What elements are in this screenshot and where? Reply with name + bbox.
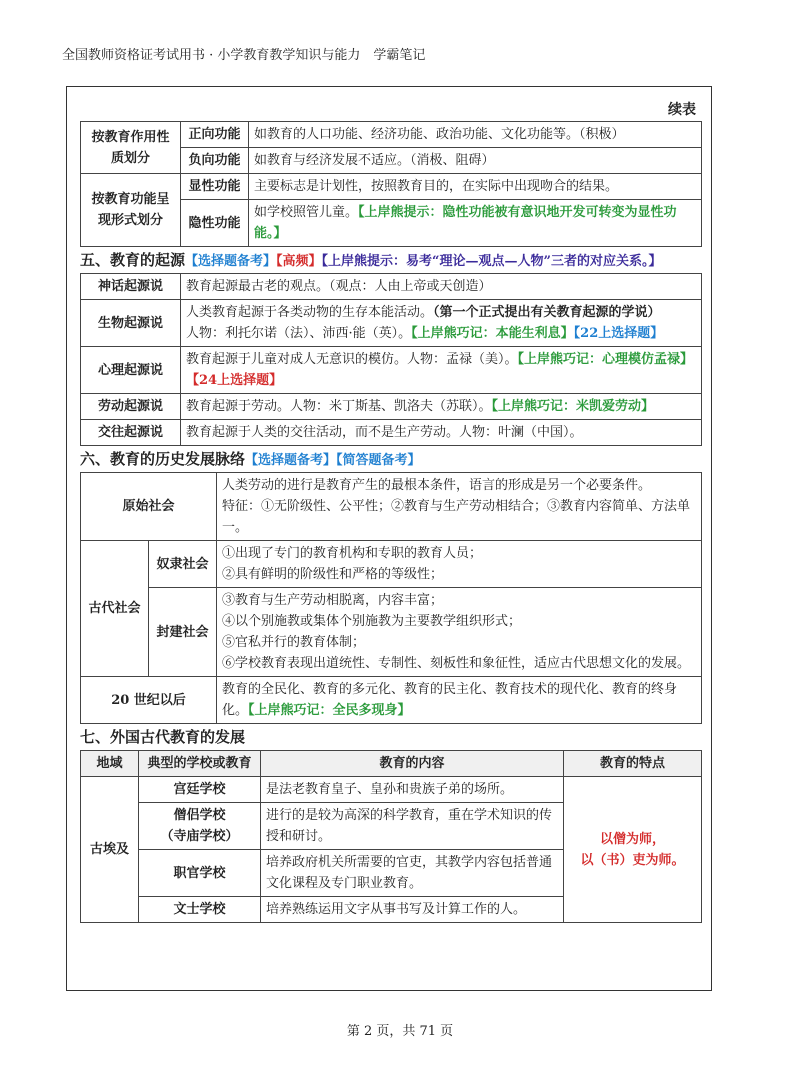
education-origin-table xyxy=(80,273,702,446)
history-primitive-desc xyxy=(217,473,702,541)
origin-biology-tag: 【22上选择题】 xyxy=(573,326,664,341)
school-palace: 宫廷学校 xyxy=(139,777,261,803)
col-header-feature: 教育的特点 xyxy=(564,751,702,777)
foreign-education-table xyxy=(80,750,702,923)
origin-labor-text: 教育起源于劳动。人物：米丁斯基、凯洛夫（苏联）。 xyxy=(186,399,492,414)
primitive-line-1: 人类劳动的进行是教育产生的最根本条件，语言的形成是另一个必要条件。 xyxy=(222,478,652,493)
school-monk-desc: 进行的是较为高深的科学教育，重在学术知识的传授和研讨。 xyxy=(261,803,564,850)
origin-myth-desc: 教育起源最古老的观点。（观点：人由上帝或天创造） xyxy=(181,274,702,300)
implicit-tip: 【上岸熊提示：隐性功能被有意识地开发可转变为显性功能。】 xyxy=(254,205,677,241)
history-primitive: 原始社会 xyxy=(81,473,217,541)
school-monk-name: 僧侣学校 xyxy=(173,808,226,823)
feudal-item-3: ③教育与生产劳动相脱离，内容丰富； xyxy=(222,593,444,608)
education-function-table xyxy=(80,121,702,247)
running-header: 全国教师资格证考试用书 · 小学教育教学知识与能力 学霸笔记 xyxy=(62,48,426,63)
col-header-school: 典型的学校或教育 xyxy=(139,751,261,777)
content-area xyxy=(80,87,702,923)
c20-tip: 【上岸熊巧记：全民多现身】 xyxy=(248,703,411,718)
school-palace-desc: 是法老教育皇子、皇孙和贵族子弟的场所。 xyxy=(261,777,564,803)
history-20th-century-desc xyxy=(217,677,702,724)
origin-labor-tip: 【上岸熊巧记：米凯爱劳动】 xyxy=(491,399,655,414)
history-20th-century: 20 世纪以后 xyxy=(81,677,217,724)
feudal-item-4: ④以个别施教或集体个别施教为主要教学组织形式； xyxy=(222,614,522,629)
origin-biology-note: （第一个正式提出有关教育起源的学说） xyxy=(433,305,661,320)
origin-psychology: 心理起源说 xyxy=(81,347,181,394)
origin-biology: 生物起源说 xyxy=(81,300,181,347)
origin-psychology-text: 教育起源于儿童对成人无意识的模仿。人物：孟禄（美）。 xyxy=(186,352,518,367)
feature-line-1: 以僧为师， xyxy=(599,831,665,847)
function-positive-desc: 如教育的人口功能、经济功能、政治功能、文化功能等。（积极） xyxy=(249,122,702,148)
section-5-tag-choice: 【选择题备考】 xyxy=(185,254,277,269)
school-monk-alias: （寺庙学校） xyxy=(160,829,239,844)
section-5-tip: 【上岸熊提示：易考“理论—观点—人物”三者的对应关系。】 xyxy=(321,254,662,269)
origin-psychology-tag: 【24上选择题】 xyxy=(186,373,283,388)
function-category-form: 按教育功能呈现形式划分 xyxy=(81,174,181,247)
section-5-title: 五、教育的起源 xyxy=(80,251,186,269)
school-official: 职官学校 xyxy=(139,850,261,897)
col-header-region: 地域 xyxy=(81,751,139,777)
section-6-title: 六、教育的历史发展脉络 xyxy=(80,450,246,468)
section-5-heading xyxy=(80,247,702,273)
origin-interaction: 交往起源说 xyxy=(81,420,181,446)
feudal-item-5: ⑤官私并行的教育体制； xyxy=(222,635,366,650)
section-6-heading xyxy=(80,446,702,472)
function-implicit-desc xyxy=(249,200,702,247)
history-feudal-desc xyxy=(217,588,702,677)
function-positive: 正向功能 xyxy=(181,122,249,148)
education-history-table xyxy=(80,472,702,724)
page-footer: 第 2 页，共 71 页 xyxy=(346,1024,454,1039)
primitive-line-2: 特征：①无阶级性、公平性；②教育与生产劳动相结合；③教育内容简单、方法单一。 xyxy=(222,499,691,535)
content-frame xyxy=(66,86,712,991)
origin-interaction-desc: 教育起源于人类的交往活动，而不是生产劳动。人物：叶澜（中国）。 xyxy=(181,420,702,446)
school-scribe: 文士学校 xyxy=(139,897,261,923)
history-feudal: 封建社会 xyxy=(149,588,217,677)
egypt-feature xyxy=(564,777,702,923)
section-6-tag-choice: 【选择题备考】 xyxy=(245,453,337,468)
function-category-nature: 按教育作用性质划分 xyxy=(81,122,181,174)
function-negative: 负向功能 xyxy=(181,148,249,174)
section-5-tag-frequent: 【高频】 xyxy=(276,254,322,269)
section-7-heading xyxy=(80,724,702,750)
origin-biology-people: 人物：利托尔诺（法）、沛西·能（英）。 xyxy=(186,326,412,341)
continued-label: 续表 xyxy=(668,102,696,118)
function-implicit: 隐性功能 xyxy=(181,200,249,247)
history-ancient: 古代社会 xyxy=(81,541,149,677)
feature-line-2: 以（书）吏为师。 xyxy=(580,852,685,868)
region-egypt: 古埃及 xyxy=(81,777,139,923)
origin-biology-desc xyxy=(181,300,702,347)
c20-text: 教育的全民化、教育的多元化、教育的民主化、教育技术的现代化、教育的终身化。 xyxy=(222,682,678,718)
implicit-desc-text: 如学校照管儿童。 xyxy=(254,205,359,220)
origin-myth: 神话起源说 xyxy=(81,274,181,300)
history-slave-desc xyxy=(217,541,702,588)
school-official-desc: 培养政府机关所需要的官吏，其教学内容包括普通文化课程及专门职业教育。 xyxy=(261,850,564,897)
origin-psychology-desc xyxy=(181,347,702,394)
school-scribe-desc: 培养熟练运用文字从事书写及计算工作的人。 xyxy=(261,897,564,923)
section-7-title: 七、外国古代教育的发展 xyxy=(80,728,246,746)
origin-psychology-tip: 【上岸熊巧记：心理模仿孟禄】 xyxy=(517,352,694,367)
origin-labor: 劳动起源说 xyxy=(81,394,181,420)
origin-biology-text: 人类教育起源于各类动物的生存本能活动。 xyxy=(186,305,434,320)
slave-item-1: ①出现了专门的教育机构和专职的教育人员； xyxy=(222,546,483,561)
col-header-content: 教育的内容 xyxy=(261,751,564,777)
history-slave: 奴隶社会 xyxy=(149,541,217,588)
function-negative-desc: 如教育与经济发展不适应。（消极、阻碍） xyxy=(249,148,702,174)
slave-item-2: ②具有鲜明的阶级性和严格的等级性； xyxy=(222,567,444,582)
origin-labor-desc xyxy=(181,394,702,420)
function-explicit-desc: 主要标志是计划性，按照教育目的，在实际中出现吻合的结果。 xyxy=(249,174,702,200)
origin-biology-tip: 【上岸熊巧记：本能生利息】 xyxy=(411,326,574,341)
feudal-item-6: ⑥学校教育表现出道统性、专制性、刻板性和象征性，适应古代思想文化的发展。 xyxy=(222,656,691,671)
section-6-tag-short: 【简答题备考】 xyxy=(336,453,421,468)
school-monk xyxy=(139,803,261,850)
function-explicit: 显性功能 xyxy=(181,174,249,200)
